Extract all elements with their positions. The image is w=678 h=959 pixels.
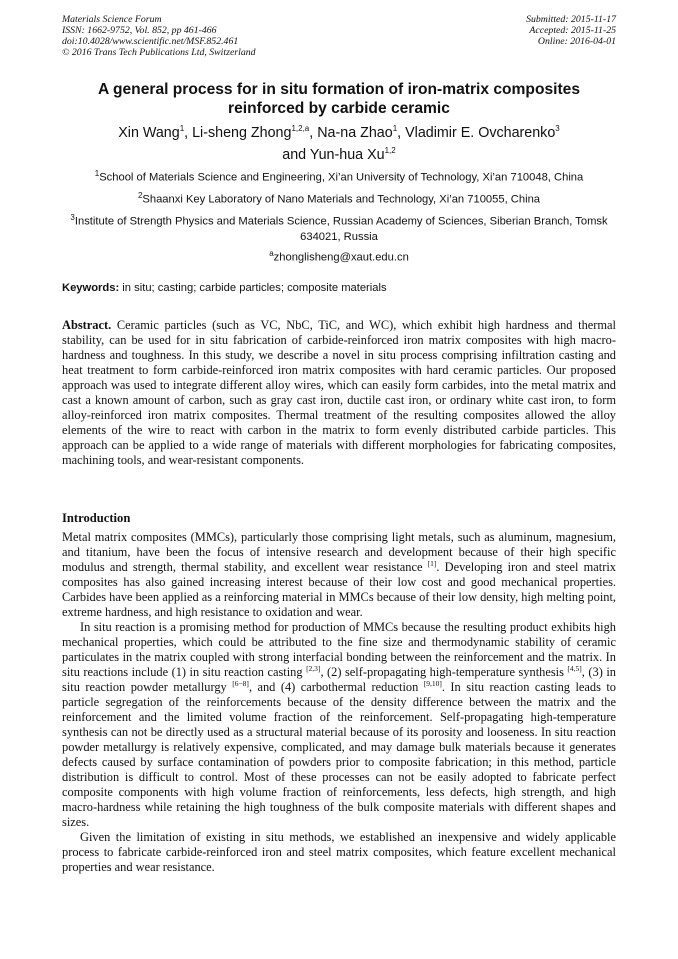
author-line-1 — [62, 120, 616, 142]
author-list — [62, 120, 616, 164]
keywords-text: in situ; casting; carbide particles; composite materials — [119, 282, 387, 294]
title-line-2: reinforced by carbide ceramic — [228, 100, 450, 117]
paragraph-text: Metal matrix composites (MMCs), particularly those comprising light metals, such as aluminum, magnesium, and titanium, have been the focus of intensive research and development because of their high specific modulus and strength, thermal stability, and excellent wear resistance — [62, 530, 616, 574]
paragraph-text: In situ reaction is a promising method for production of MMCs because the resulting product exhibits high mechanical properties, which could be attributed to the fine size and thermodynamic stability of ceramic particulates in the matrix coupled with strong interfacial bonding between the reinforcement and the matrix. In situ reactions include (1) in situ reaction casting — [62, 620, 616, 679]
citation: [1] — [427, 558, 437, 568]
submitted-date: Submitted: 2015-11-17 — [526, 14, 616, 25]
author-name: Na-na Zhao — [317, 124, 393, 141]
citation: [9,10] — [423, 678, 442, 688]
author-affiliation-mark: 3 — [555, 124, 560, 133]
affiliation-1 — [62, 166, 616, 186]
author-separator: , — [397, 124, 406, 141]
accepted-date: Accepted: 2015-11-25 — [529, 25, 616, 36]
author-affiliation-mark: 1 — [179, 124, 185, 133]
introduction-body — [62, 530, 616, 875]
affiliation-3 — [62, 210, 616, 245]
online-date: Online: 2016-04-01 — [537, 36, 616, 47]
affiliation-text: Shaanxi Key Laboratory of Nano Materials and Technology, Xi’an 710055, China — [142, 193, 541, 206]
affiliation-mark: 1 — [94, 169, 100, 178]
abstract-text: Ceramic particles (such as VC, NbC, TiC, and WC), which exhibit high hardness and thermal stability, can be used for in situ fabrication of carbide-reinforced iron matrix composites with high macro-hardness and toughness. In this study, we describe a novel in situ process comprising infiltration casting and heat treatment to form carbide-reinforced iron matrix composites with hard ceramic particles. Our proposed approach was used to integrate different alloy wires, which can easily form carbides, into the metal matrix and cast a known amount of carbon, such as gray cast iron, ductile cast iron, or ordinary white cast iron, to form alloy-reinforced iron matrix composites. Thermal treatment of the resulting composites allowed the alloy elements of the wire to react with carbon in the matrix to form evenly distributed carbide particles. This approach can be applied to a wide range of materials with different morphologies for fabricating composites, machining tools, and wear-resistant components. — [62, 318, 616, 467]
abstract — [62, 318, 616, 468]
author-affiliation-mark: 1,2,a — [291, 124, 310, 133]
author-name: Li-sheng Zhong — [192, 124, 292, 141]
author-separator: , — [309, 124, 318, 141]
citation: [6−8] — [232, 678, 249, 688]
corresponding-email — [62, 246, 616, 266]
author-name: and Yun-hua Xu — [282, 146, 385, 163]
affiliation-text: School of Materials Science and Engineering, Xi’an University of Technology, Xi’an 710048, China — [99, 171, 584, 184]
affiliation-mark: 2 — [137, 191, 143, 200]
author-affiliation-mark: 1 — [392, 124, 398, 133]
publication-dates — [526, 14, 616, 47]
citation: [4,5] — [567, 663, 582, 673]
paragraph-text: . Developing iron and steel matrix composites has also gained increasing interest because of their low cost and good mechanical properties. Carbides have been applied as a reinforcing material in MMCs because of their low density, high melting point, extreme hardness, and high resistance to oxidation and wear. — [62, 560, 617, 619]
journal-name: Materials Science Forum — [62, 14, 162, 25]
paragraph — [62, 620, 616, 830]
affiliation-mark: 3 — [70, 213, 75, 222]
paragraph-text: , (3) in situ reaction powder metallurgy — [62, 665, 616, 694]
doi-line: doi:10.4028/www.scientific.net/MSF.852.461 — [62, 36, 239, 47]
affiliation-text: Institute of Strength Physics and Materials Science, Russian Academy of Sciences, Siberian Branch, Tomsk 634021, Russia — [74, 215, 608, 243]
paragraph-text: , and (4) carbothermal reduction — [248, 680, 424, 694]
issn-line: ISSN: 1662-9752, Vol. 852, pp 461-466 — [62, 25, 217, 36]
paper-title — [62, 80, 616, 118]
paragraph: Given the limitation of existing in situ methods, we established an inexpensive and widely applicable process to fabricate carbide-reinforced iron and steel matrix composites, which feature excellent mechanical properties and wear resistance. — [62, 830, 616, 874]
author-affiliation-mark: 1,2 — [384, 145, 396, 155]
abstract-label: Abstract. — [62, 318, 112, 332]
affiliation-2 — [62, 188, 616, 208]
title-line-1: A general process for in situ formation of iron-matrix composites — [97, 81, 581, 98]
author-name: Vladimir E. Ovcharenko — [405, 124, 556, 141]
publication-info — [62, 14, 256, 58]
author-separator: , — [184, 124, 193, 141]
citation: [2,3] — [306, 663, 321, 673]
paragraph-text: , (2) self-propagating high-temperature synthesis — [320, 665, 568, 679]
keywords-label: Keywords: — [62, 282, 120, 294]
affiliation-mark: a — [269, 249, 274, 258]
author-name: Xin Wang — [118, 124, 180, 141]
email-text: zhonglisheng@xaut.edu.cn — [273, 251, 409, 264]
keywords — [62, 281, 616, 295]
copyright-line: © 2016 Trans Tech Publications Ltd, Switzerland — [62, 47, 256, 58]
section-heading-introduction: Introduction — [62, 511, 131, 525]
paragraph — [62, 530, 616, 620]
paragraph-text: . In situ reaction casting leads to particle segregation of the reinforcements because of the density difference between the matrix and the reinforcement and the limited volume fraction of the reinforcement. Self-propagating high-temperature synthesis can not be directly used as a structural material because of its porosity and looseness. In situ reaction powder metallurgy is relatively expensive, complicated, and may damage bulk materials because it generates defects caused by surface contamination of powders prior to composite fabrication; in this method, particle distribution is difficult to control. Most of these processes can not be easily adopted to fabricate perfect composite components with high volume fraction of reinforcements, less defects, high strength, and high macro-hardness while retaining the high toughness of the bulk composite materials with different shapes and sizes. — [62, 680, 616, 829]
author-line-2 — [62, 142, 616, 164]
